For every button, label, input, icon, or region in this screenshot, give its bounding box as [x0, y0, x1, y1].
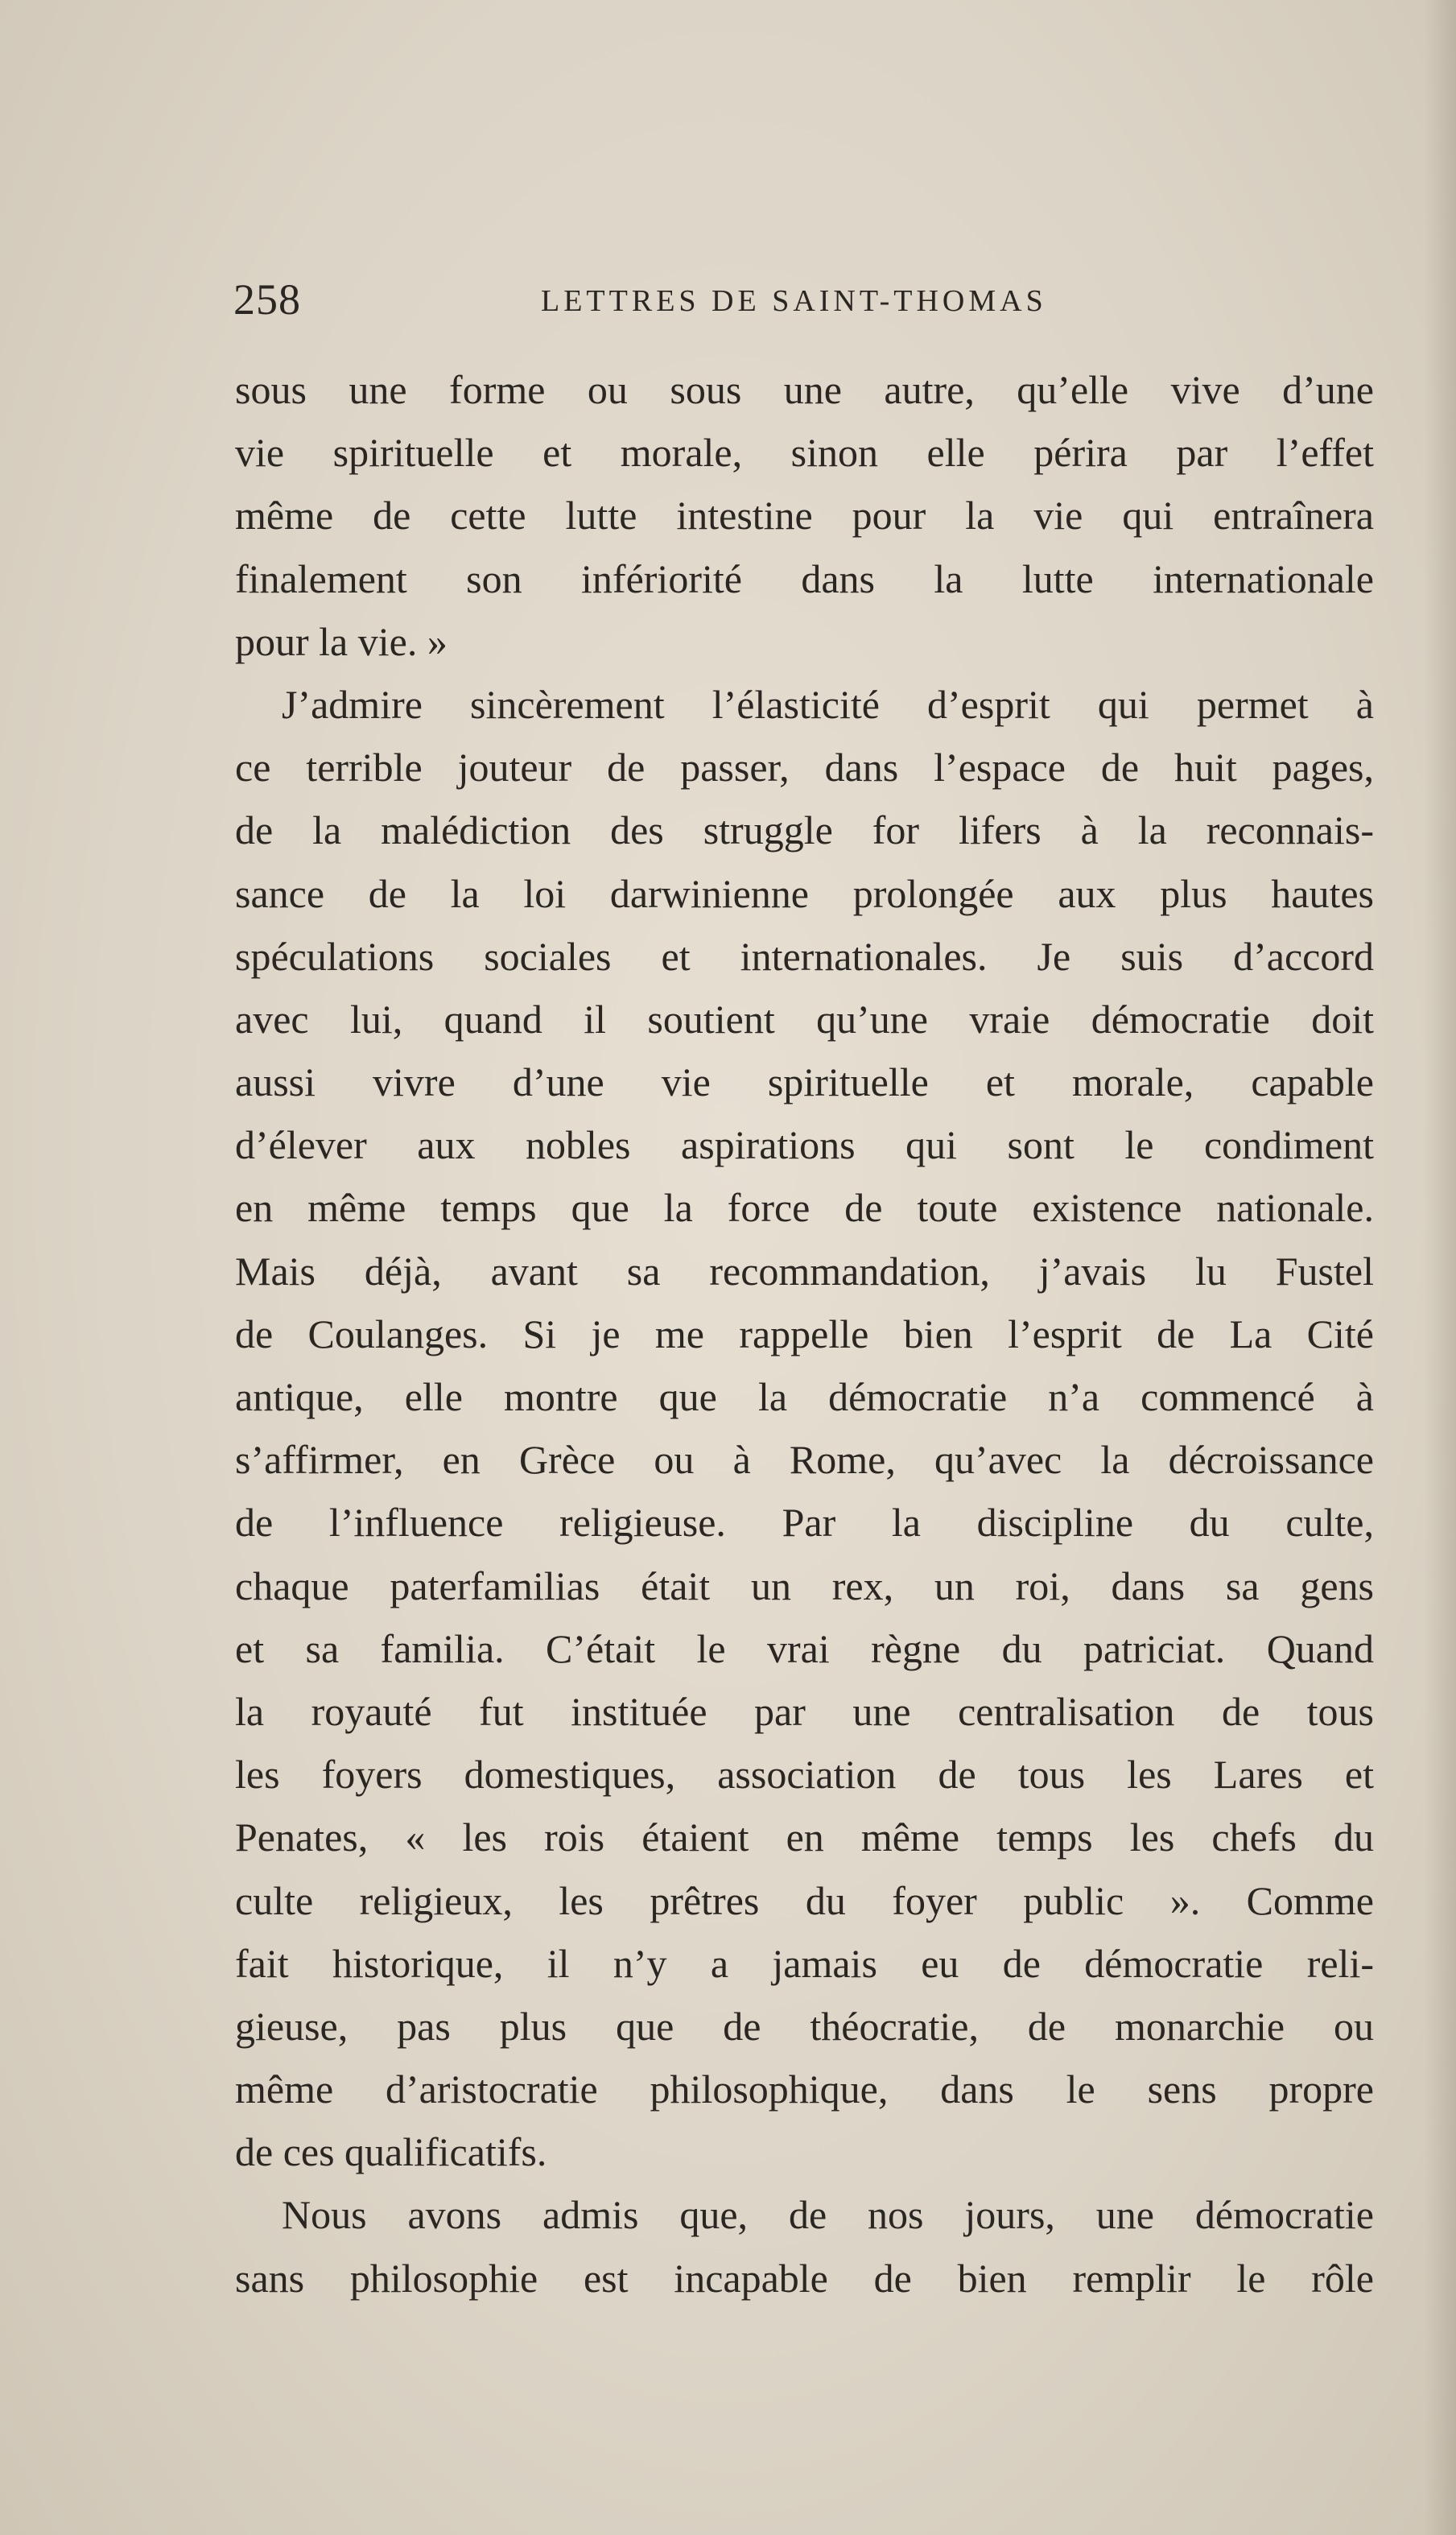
text-line: chaque paterfamilias était un rex, un roi, dans sa gens: [235, 1563, 1374, 1608]
text-line: pour la vie. »: [235, 618, 448, 664]
text-line: en même temps que la force de toute existence nationale.: [235, 1185, 1374, 1231]
text-line: sans philosophie est incapable de bien remplir le rôle: [235, 2255, 1374, 2301]
text-line: Penates, « les rois étaient en même temps les chefs du: [235, 1815, 1374, 1860]
text-line: et sa familia. C’était le vrai règne du patriciat. Quand: [235, 1625, 1374, 1671]
page-number: 258: [233, 275, 301, 324]
text-line: de Coulanges. Si je me rappelle bien l’esprit de La Cité: [235, 1311, 1374, 1356]
text-line: même d’aristocratie philosophique, dans le sens propre: [235, 2066, 1374, 2112]
text-line: Nous avons admis que, de nos jours, une démocratie: [282, 2192, 1374, 2238]
text-line: même de cette lutte intestine pour la vie qui entraînera: [235, 493, 1374, 539]
page-header: [233, 274, 1376, 325]
text-line: de l’influence religieuse. Par la discipline du culte,: [235, 1500, 1374, 1546]
running-title: LETTRES DE SAINT-THOMAS: [541, 284, 1047, 318]
text-line: de la malédiction des struggle for lifers à la reconnais-: [235, 807, 1374, 853]
text-line: fait historique, il n’y a jamais eu de démocratie reli-: [235, 1940, 1374, 1986]
text-line: ce terrible jouteur de passer, dans l’espace de huit pages,: [235, 745, 1374, 791]
text-line: la royauté fut instituée par une centralisation de tous: [235, 1688, 1374, 1734]
text-line: sance de la loi darwinienne prolongée aux plus hautes: [235, 870, 1374, 916]
text-line: J’admire sincèrement l’élasticité d’esprit qui permet à: [282, 681, 1374, 727]
text-line: Mais déjà, avant sa recommandation, j’avais lu Fustel: [235, 1248, 1374, 1294]
text-line: culte religieux, les prêtres du foyer public ». Comme: [235, 1877, 1374, 1923]
text-line: vie spirituelle et morale, sinon elle périra par l’effet: [235, 430, 1374, 476]
text-line: de ces qualificatifs.: [235, 2129, 547, 2175]
text-line: antique, elle montre que la démocratie n’a commencé à: [235, 1374, 1374, 1419]
text-line: finalement son infériorité dans la lutte internationale: [235, 555, 1374, 601]
text-line: les foyers domestiques, association de tous les Lares et: [235, 1752, 1374, 1798]
text-line: sous une forme ou sous une autre, qu’elle vive d’une: [235, 367, 1374, 412]
text-line: avec lui, quand il soutient qu’une vraie démocratie doit: [235, 996, 1374, 1042]
text-line: gieuse, pas plus que de théocratie, de monarchie ou: [235, 2003, 1374, 2049]
text-line: d’élever aux nobles aspirations qui sont le condiment: [235, 1122, 1374, 1168]
text-line: s’affirmer, en Grèce ou à Rome, qu’avec la décroissance: [235, 1437, 1374, 1483]
text-line: aussi vivre d’une vie spirituelle et morale, capable: [235, 1059, 1374, 1105]
text-line: spéculations sociales et internationales. Je suis d’accord: [235, 933, 1374, 979]
page-edge-shadow: [1424, 0, 1456, 2535]
body-text: [235, 358, 1374, 2310]
